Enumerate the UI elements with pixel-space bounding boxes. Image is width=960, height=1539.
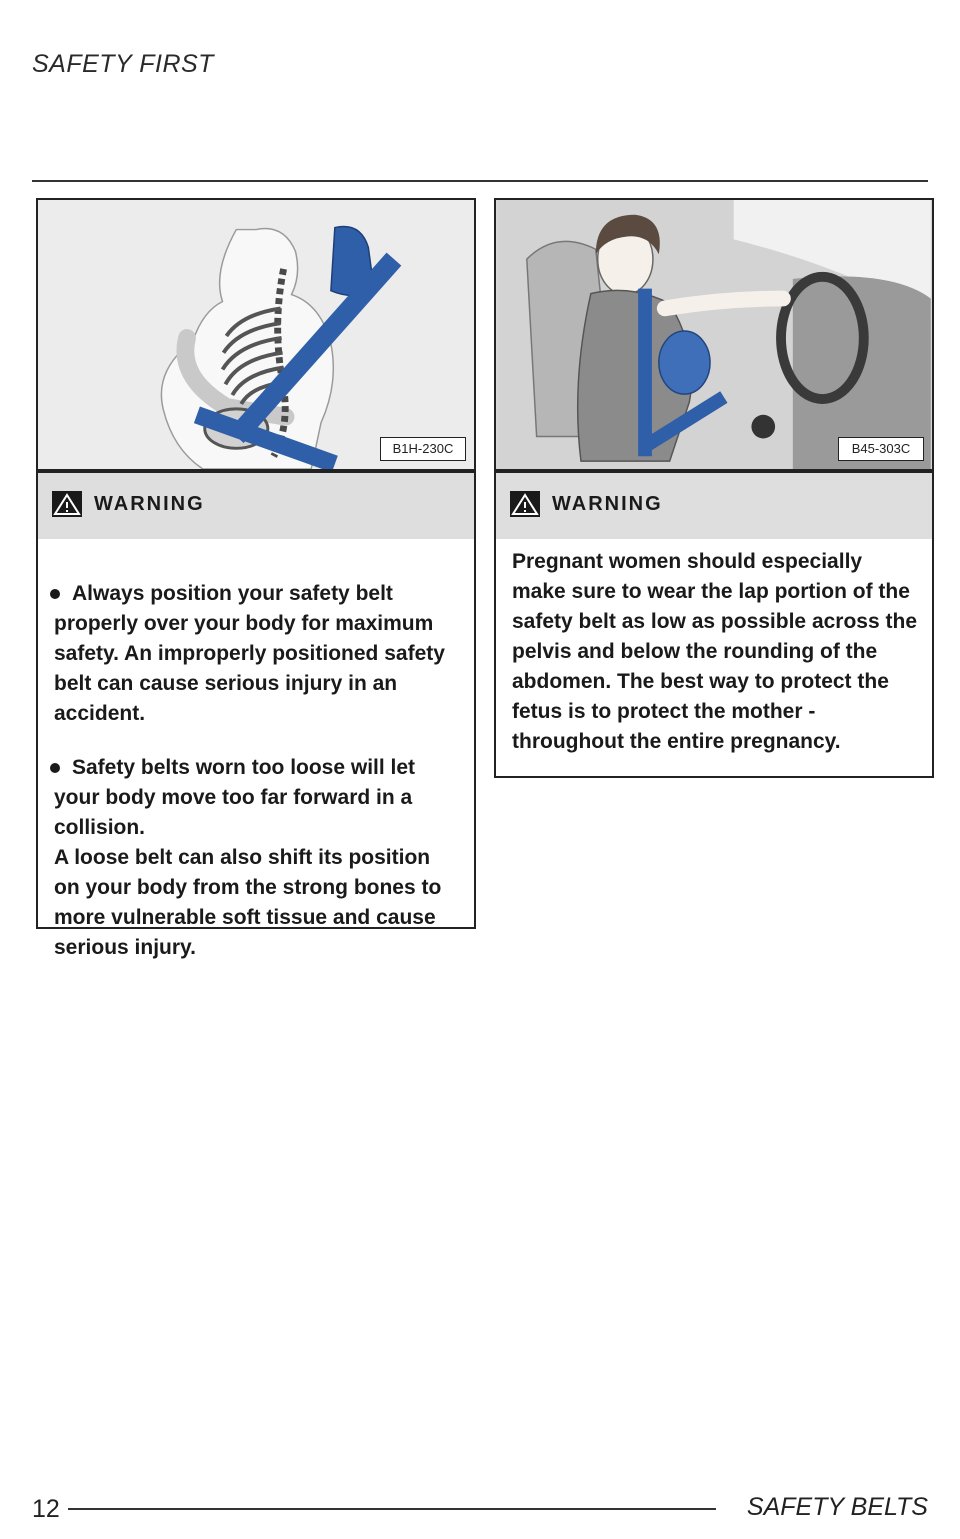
skeleton-illustration bbox=[38, 200, 474, 469]
warning-triangle-icon bbox=[52, 491, 82, 517]
warning-label-right: WARNING bbox=[552, 493, 663, 515]
figure-code-right: B45-303C bbox=[838, 437, 924, 461]
warning-bullet bbox=[54, 579, 460, 729]
warning-body-left bbox=[38, 539, 474, 963]
warning-header-right bbox=[496, 473, 932, 539]
footer-section-title: SAFETY BELTS bbox=[746, 1493, 928, 1521]
warning-body-right: Pregnant women should especially make sure to wear the lap portion of the safety belt as low as possible across the pelvis and below the rounding of the abdomen. The best way to protect the fetus is to protect the mother - throughout the entire pregnancy. bbox=[512, 550, 917, 753]
warning-label-left: WARNING bbox=[94, 493, 205, 515]
driver-illustration bbox=[496, 200, 932, 469]
page-header-title: SAFETY FIRST bbox=[32, 50, 214, 78]
warning-paragraph: A loose belt can also shift its position on your body from the strong bones to more vulnerable soft tissue and cause serious injury. bbox=[54, 846, 442, 959]
header-rule bbox=[32, 180, 928, 182]
page-number: 12 bbox=[32, 1495, 60, 1523]
warning-bullet-text: Always position your safety belt properly over your body for maximum safety. An improperly positioned safety belt can cause serious injury in an accident. bbox=[54, 582, 445, 725]
figure-pregnant-driver bbox=[494, 198, 934, 471]
warning-bullet bbox=[54, 753, 460, 843]
figure-code-left: B1H-230C bbox=[380, 437, 466, 461]
warning-box-right bbox=[494, 471, 934, 778]
warning-header-left bbox=[38, 473, 474, 539]
footer-rule bbox=[68, 1508, 716, 1510]
warning-box-left bbox=[36, 471, 476, 959]
warning-bullet-text: Safety belts worn too loose will let your body move too far forward in a collision. bbox=[54, 756, 416, 839]
figure-skeleton-belt bbox=[36, 198, 476, 471]
warning-triangle-icon bbox=[510, 491, 540, 517]
